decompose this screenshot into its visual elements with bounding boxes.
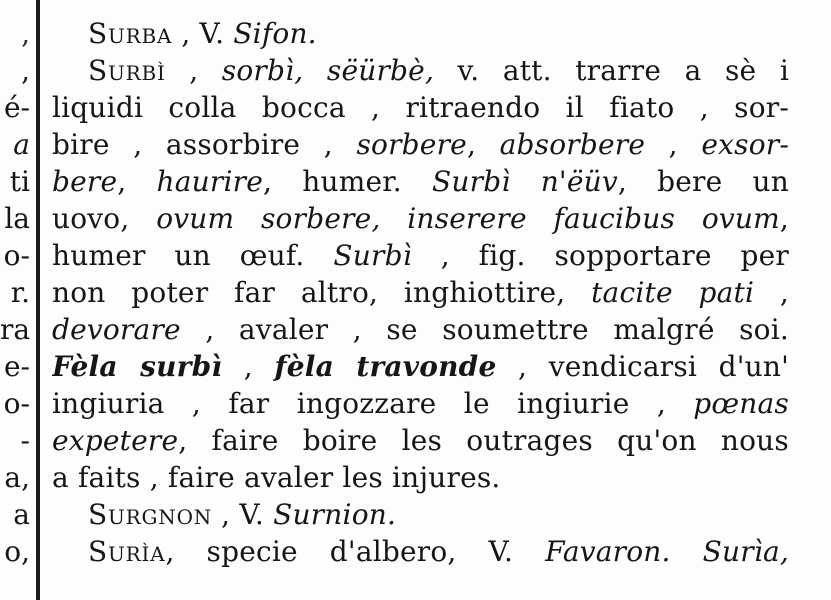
- entry-surbi-line-10: [52, 386, 789, 422]
- phrase-example: Surbì: [333, 239, 412, 272]
- left-fragment: o,: [4, 535, 30, 568]
- entry-surbi-line-9: [52, 349, 789, 385]
- entry-separator: , V.: [172, 17, 234, 50]
- entry-separator: , V.: [212, 498, 274, 531]
- latin-term: bere: [52, 165, 118, 198]
- definition-text: v. att. trarre a sè i: [434, 54, 789, 87]
- entry-suria: [52, 534, 789, 570]
- space: [671, 535, 703, 568]
- definition-text: non poter far altro, inghiottire,: [52, 276, 592, 309]
- definition-text: , humer.: [263, 165, 433, 198]
- cross-reference: Favaron.: [545, 535, 671, 568]
- left-fragment: -: [20, 424, 30, 457]
- definition-text: bire , assorbire ,: [52, 128, 357, 161]
- definition-text: , specie d'albero, V.: [165, 535, 546, 568]
- variant-form: sorbì,: [221, 54, 304, 87]
- definition-text: uovo,: [52, 202, 157, 235]
- punctuation: ,: [754, 276, 789, 309]
- left-fragment: a: [13, 128, 30, 161]
- left-fragment: o-: [3, 239, 30, 272]
- left-fragment: la: [4, 202, 30, 235]
- definition-text: humer un œuf.: [52, 239, 334, 272]
- variant-form: sëürbè,: [326, 54, 435, 87]
- punctuation: ,: [779, 202, 789, 235]
- headword: Surgnon: [88, 498, 213, 531]
- entry-surbi-line-3: [52, 127, 789, 163]
- entry-surbi-line-6: [52, 238, 789, 274]
- entry-surba: [52, 16, 789, 52]
- entry-surgnon: [52, 497, 789, 533]
- left-fragment: r.: [10, 276, 30, 309]
- latin-term: sorbere: [356, 128, 467, 161]
- entry-surbi-line-12: a faits , faire avaler les injures.: [52, 461, 501, 494]
- entry-surbi-line-2: liquidi colla bocca , ritraendo il fiato , sor-: [52, 91, 789, 124]
- variant-form: Surìa,: [702, 535, 789, 568]
- entry-surbi-line-4: [52, 164, 789, 200]
- idiom-phrase: Fèla surbì: [52, 350, 223, 383]
- definition-text: ,: [222, 350, 275, 383]
- punctuation: ,: [165, 54, 222, 87]
- headword: Surìa: [88, 535, 166, 568]
- definition-text: , avaler , se soumettre malgré soi.: [180, 313, 789, 346]
- latin-term: pœnas: [693, 387, 789, 420]
- space: [303, 54, 327, 87]
- left-fragment: ra: [0, 313, 30, 346]
- cross-reference: Sifon.: [233, 17, 317, 50]
- definition-text: , vendicarsi d'un': [496, 350, 789, 383]
- cross-reference: Surnion.: [273, 498, 397, 531]
- latin-phrase: ovum sorbere, inserere faucibus ovum: [156, 202, 780, 235]
- entry-surbi-line-5: [52, 201, 789, 237]
- latin-term: absorbere: [499, 128, 646, 161]
- latin-phrase: tacite pati: [591, 276, 755, 309]
- entry-surbi-line-1: [52, 53, 789, 89]
- latin-term: exsor-: [701, 128, 789, 161]
- definition-text: ,: [466, 128, 500, 161]
- left-column-fragments: [0, 0, 30, 600]
- phrase-example: Surbì n'ëüv: [432, 165, 618, 198]
- idiom-phrase: fèla travonde: [274, 350, 497, 383]
- definition-text: , fig. sopportare per: [411, 239, 789, 272]
- left-fragment: a,: [4, 461, 30, 494]
- left-fragment: a: [13, 498, 30, 531]
- entry-surbi-line-11: [52, 423, 789, 459]
- definition-text: , bere un: [617, 165, 789, 198]
- latin-term: expetere: [52, 424, 179, 457]
- definition-text: , faire boire les outrages qu'on nous: [178, 424, 789, 457]
- left-fragment: ti: [9, 165, 30, 198]
- left-fragment: o-: [3, 387, 30, 420]
- definition-text: ingiuria , far ingozzare le ingiurie ,: [52, 387, 694, 420]
- latin-term: haurire: [156, 165, 263, 198]
- left-fragment: é-: [3, 91, 30, 124]
- definition-text: ,: [645, 128, 702, 161]
- column-divider: [36, 0, 40, 600]
- left-fragment: e-: [3, 350, 30, 383]
- left-fragment: ,: [21, 54, 30, 87]
- main-text-column: [52, 0, 789, 600]
- headword: Surbì: [88, 54, 166, 87]
- definition-text: ,: [117, 165, 157, 198]
- left-fragment: ,: [21, 17, 30, 50]
- entry-surbi-line-7: [52, 275, 789, 311]
- headword: Surba: [88, 17, 173, 50]
- entry-surbi-line-8: [52, 312, 789, 348]
- latin-term: devorare: [52, 313, 181, 346]
